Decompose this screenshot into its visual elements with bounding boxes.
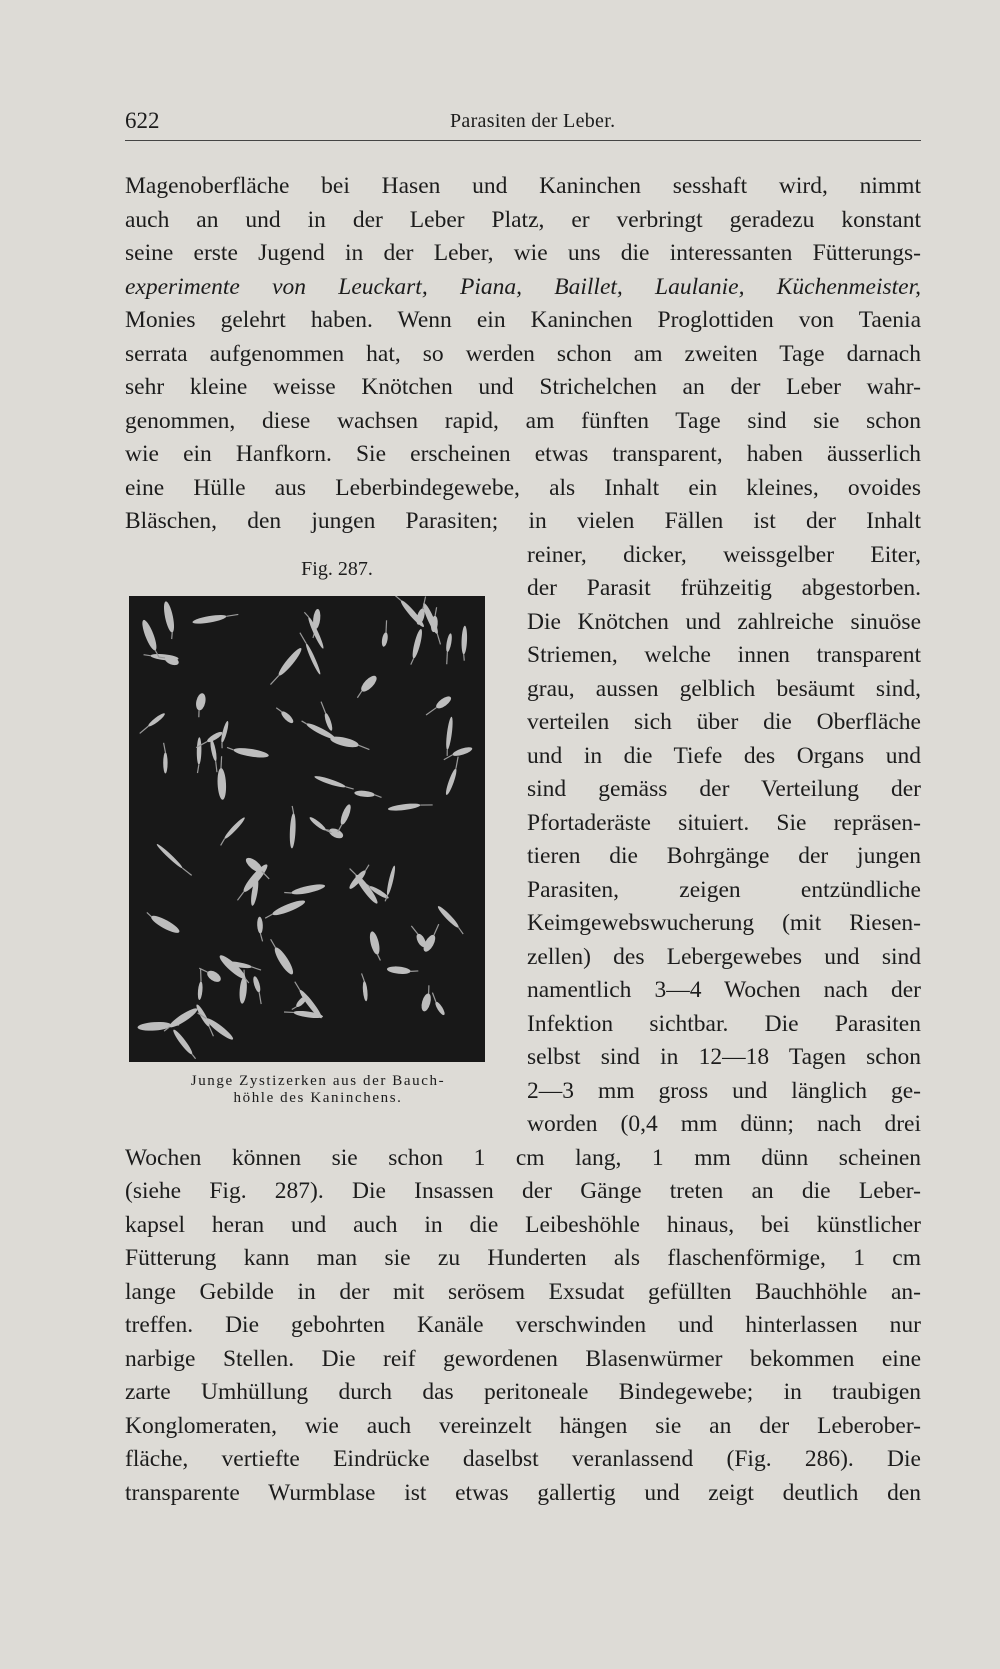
cysticercus-shape bbox=[381, 620, 391, 647]
text-line: sehr kleine weisse Knötchen und Strichelchen an der Leber wahr- bbox=[125, 374, 921, 400]
cysticercus-shape bbox=[163, 743, 167, 774]
cysticerci-illustration bbox=[129, 596, 485, 1062]
cysticercus-shape bbox=[195, 1003, 217, 1037]
cysticercus-shape bbox=[284, 882, 326, 898]
cysticercus-shape bbox=[353, 673, 379, 699]
text-line: tieren die Bohrgänge der jungen bbox=[527, 843, 921, 869]
cysticercus-shape bbox=[216, 756, 227, 800]
text-line: der Parasit frühzeitig abgestorben. bbox=[527, 575, 921, 601]
caption-line: Junge Zystizerken aus der Bauch- bbox=[190, 1073, 446, 1089]
text-line: serrata aufgenommen hat, so werden schon am zweiten Tage darnach bbox=[125, 341, 921, 367]
cysticercus-shape bbox=[424, 694, 453, 718]
cysticercus-shape bbox=[209, 739, 220, 772]
text-line: experimente von Leuckart, Piana, Baillet, Laulanie, Küchenmeister, bbox=[125, 274, 921, 300]
text-line: seine erste Jugend in der Leber, wie uns die interessanten Fütterungs- bbox=[125, 240, 921, 266]
text-line: namentlich 3—4 Wochen nach der bbox=[527, 977, 921, 1003]
cysticercus-shape bbox=[421, 602, 445, 645]
text-line: Wochen können sie schon 1 cm lang, 1 mm dünn scheinen bbox=[125, 1145, 921, 1171]
cysticercus-shape bbox=[193, 692, 207, 718]
figure-image bbox=[129, 596, 485, 1062]
cysticercus-shape bbox=[409, 628, 424, 665]
text-line: Konglomeraten, wie auch vereinzelt hängen sie an der Leberober- bbox=[125, 1413, 921, 1439]
cysticercus-shape bbox=[268, 646, 303, 687]
cysticercus-shape bbox=[443, 633, 453, 664]
cysticercus-shape bbox=[444, 756, 462, 795]
cysticercus-shape bbox=[140, 619, 162, 659]
text-line: 2—3 mm gross und länglich ge- bbox=[527, 1078, 921, 1104]
text-line: zarte Umhüllung durch das peritoneale Bindegewebe; in traubigen bbox=[125, 1379, 921, 1405]
text-line: worden (0,4 mm dünn; nach drei bbox=[527, 1111, 921, 1137]
cysticercus-shape bbox=[319, 701, 333, 732]
cysticercus-shape bbox=[218, 816, 247, 846]
cysticercus-shape bbox=[144, 910, 181, 936]
text-line: auch an und in der Leber Platz, er verbringt geradezu konstant bbox=[125, 207, 921, 233]
cysticercus-shape bbox=[387, 965, 419, 975]
cysticercus-shape bbox=[192, 611, 239, 625]
figure-label: Fig. 287. bbox=[301, 558, 373, 580]
cysticercus-shape bbox=[421, 923, 443, 954]
cysticercus-shape bbox=[336, 803, 353, 833]
text-line: Fütterung kann man sie zu Hunderten als flaschenförmige, 1 cm bbox=[125, 1245, 921, 1271]
cysticercus-shape bbox=[461, 626, 468, 661]
text-line: lange Gebilde in der mit serösem Exsudat gefüllten Bauchhöhle an- bbox=[125, 1279, 921, 1305]
cysticercus-shape bbox=[429, 992, 447, 1016]
text-line: transparente Wurmblase ist etwas gallertig und zeigt deutlich den bbox=[125, 1480, 921, 1506]
text-line: fläche, vertiefte Eindrücke daselbst veranlassend (Fig. 286). Die bbox=[125, 1446, 921, 1472]
text-line: Pfortaderäste situiert. Sie repräsen- bbox=[527, 810, 921, 836]
cysticercus-shape bbox=[275, 705, 295, 725]
text-line: Monies gelehrt haben. Wenn ein Kaninchen Proglottiden von Taenia bbox=[125, 307, 921, 333]
cysticercus-shape bbox=[420, 985, 435, 1013]
cysticercus-shape bbox=[217, 953, 252, 986]
caption-line: höhle des Kaninchens. bbox=[233, 1090, 403, 1106]
text-line: zellen) des Lebergewebes und sind bbox=[527, 944, 921, 970]
cysticercus-shape bbox=[361, 973, 368, 1001]
cysticercus-shape bbox=[329, 734, 370, 752]
page-header bbox=[125, 104, 921, 141]
cysticercus-shape bbox=[226, 745, 269, 759]
cysticercus-shape bbox=[436, 904, 466, 935]
text-line: wie ein Hanfkorn. Sie erscheinen etwas transparent, haben äusserlich bbox=[125, 441, 921, 467]
text-line: sind gemäss der Verteilung der bbox=[527, 776, 921, 802]
text-line: treffen. Die gebohrten Kanäle verschwinden und hinterlassen nur bbox=[125, 1312, 921, 1338]
text-line: Striemen, welche innen transparent bbox=[527, 642, 921, 668]
cysticercus-shape bbox=[354, 790, 382, 799]
text-line: Infektion sichtbar. Die Parasiten bbox=[527, 1011, 921, 1037]
text-line: selbst sind in 12—18 Tagen schon bbox=[527, 1044, 921, 1070]
text-line: Magenoberfläche bei Hasen und Kaninchen sesshaft wird, nimmt bbox=[125, 173, 921, 199]
cysticercus-shape bbox=[257, 917, 264, 942]
cysticercus-shape bbox=[138, 712, 166, 735]
cysticercus-shape bbox=[289, 806, 297, 849]
text-line: und in die Tiefe des Organs und bbox=[527, 743, 921, 769]
cysticercus-shape bbox=[171, 1028, 197, 1061]
text-line: Bläschen, den jungen Parasiten; in vielen Fällen ist der Inhalt bbox=[125, 508, 921, 534]
cysticercus-shape bbox=[162, 601, 177, 640]
text-line: Die Knötchen und zahlreiche sinuöse bbox=[527, 609, 921, 635]
cysticercus-shape bbox=[197, 969, 204, 1000]
text-line: reiner, dicker, weissgelber Eiter, bbox=[527, 542, 921, 568]
cysticercus-shape bbox=[323, 824, 345, 840]
text-line: grau, aussen gelblich besäumt sind, bbox=[527, 676, 921, 702]
text-line: genommen, diese wachsen rapid, am fünften Tage sind sie schon bbox=[125, 408, 921, 434]
text-line: verteilen sich über die Oberfläche bbox=[527, 709, 921, 735]
text-line: Parasiten, zeigen entzündliche bbox=[527, 877, 921, 903]
cysticercus-shape bbox=[314, 774, 355, 792]
page-number: 622 bbox=[125, 108, 160, 133]
cysticercus-shape bbox=[196, 737, 201, 773]
text-line: kapsel heran und auch in die Leibeshöhle hinaus, bei künstlicher bbox=[125, 1212, 921, 1238]
running-title: Parasiten der Leber. bbox=[450, 110, 616, 132]
cysticercus-shape bbox=[263, 898, 306, 921]
cysticercus-shape bbox=[444, 716, 454, 756]
text-line: eine Hülle aus Leberbindegewebe, als Inhalt ein kleines, ovoides bbox=[125, 475, 921, 501]
cysticercus-shape bbox=[368, 930, 383, 961]
cysticercus-shape bbox=[388, 801, 433, 812]
cysticercus-shape bbox=[308, 816, 332, 836]
cysticercus-shape bbox=[162, 1006, 200, 1034]
cysticercus-shape bbox=[155, 843, 192, 878]
text-line: Keimgewebswucherung (mit Riesen- bbox=[527, 910, 921, 936]
text-line: (siehe Fig. 287). Die Insassen der Gänge treten an die Leber- bbox=[125, 1178, 921, 1204]
cysticercus-shape bbox=[267, 937, 296, 976]
cysticercus-shape bbox=[410, 923, 428, 948]
cysticercus-shape bbox=[252, 976, 265, 1005]
figure-caption bbox=[140, 1073, 496, 1107]
text-line: narbige Stellen. Die reif gewordenen Blasenwürmer bekommen eine bbox=[125, 1346, 921, 1372]
